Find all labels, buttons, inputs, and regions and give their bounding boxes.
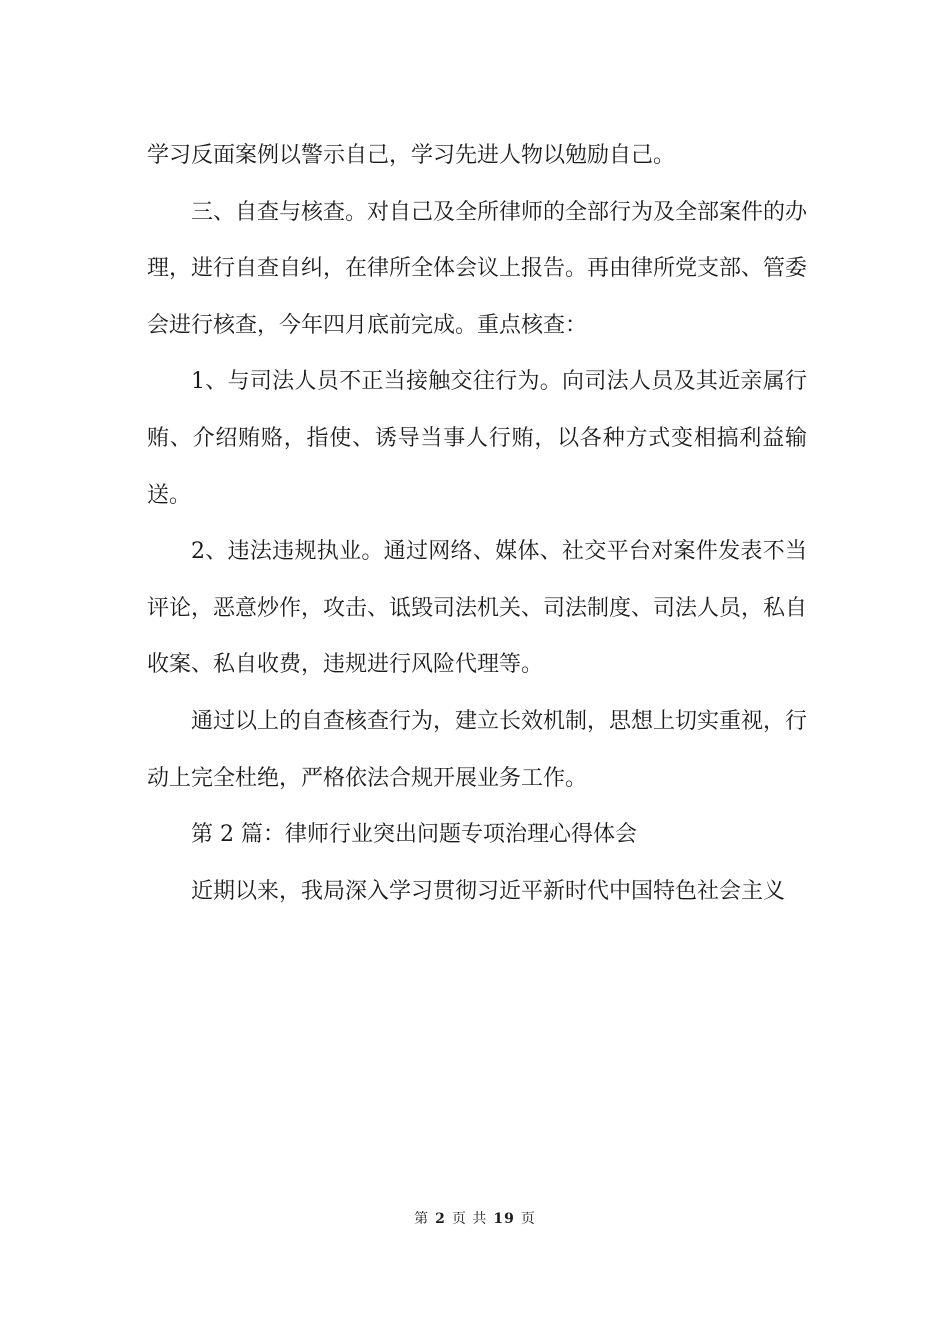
footer-middle: 页 共: [451, 1211, 488, 1227]
page-footer: [0, 1208, 950, 1228]
document-body: [147, 128, 807, 920]
article-heading: 第 2 篇：律师行业突出问题专项治理心得体会: [191, 822, 637, 848]
paragraph-item-two: 2、违法违规执业。通过网络、媒体、社交平台对案件发表不当评论，恶意炒作，攻击、诋毁司法机关、司法制度、司法人员，私自收案、私自收费，违规进行风险代理等。: [147, 539, 808, 678]
footer-total-pages: 19: [493, 1211, 515, 1227]
paragraph-section-three: 三、自查与核查。对自己及全所律师的全部行为及全部案件的办理，进行自查自纠，在律所全体会议上报告。再由律所党支部、管委会进行核查，今年四月底前完成。重点核查：: [147, 199, 808, 338]
paragraph-item-one: 1、与司法人员不正当接触交往行为。向司法人员及其近亲属行贿、介绍贿赂，指使、诱导当事人行贿，以各种方式变相搞利益输送。: [147, 369, 807, 508]
paragraph-article-intro: 近期以来，我局深入学习贯彻习近平新时代中国特色社会主义: [191, 878, 786, 904]
footer-prefix: 第: [414, 1211, 430, 1227]
paragraph-conclusion: 通过以上的自查核查行为，建立长效机制，思想上切实重视，行动上完全杜绝，严格依法合规开展业务工作。: [147, 708, 808, 791]
paragraph-continuation: 学习反面案例以警示自己，学习先进人物以勉励自己。: [147, 143, 676, 168]
footer-current-page: 2: [435, 1211, 446, 1227]
footer-suffix: 页: [520, 1211, 536, 1227]
